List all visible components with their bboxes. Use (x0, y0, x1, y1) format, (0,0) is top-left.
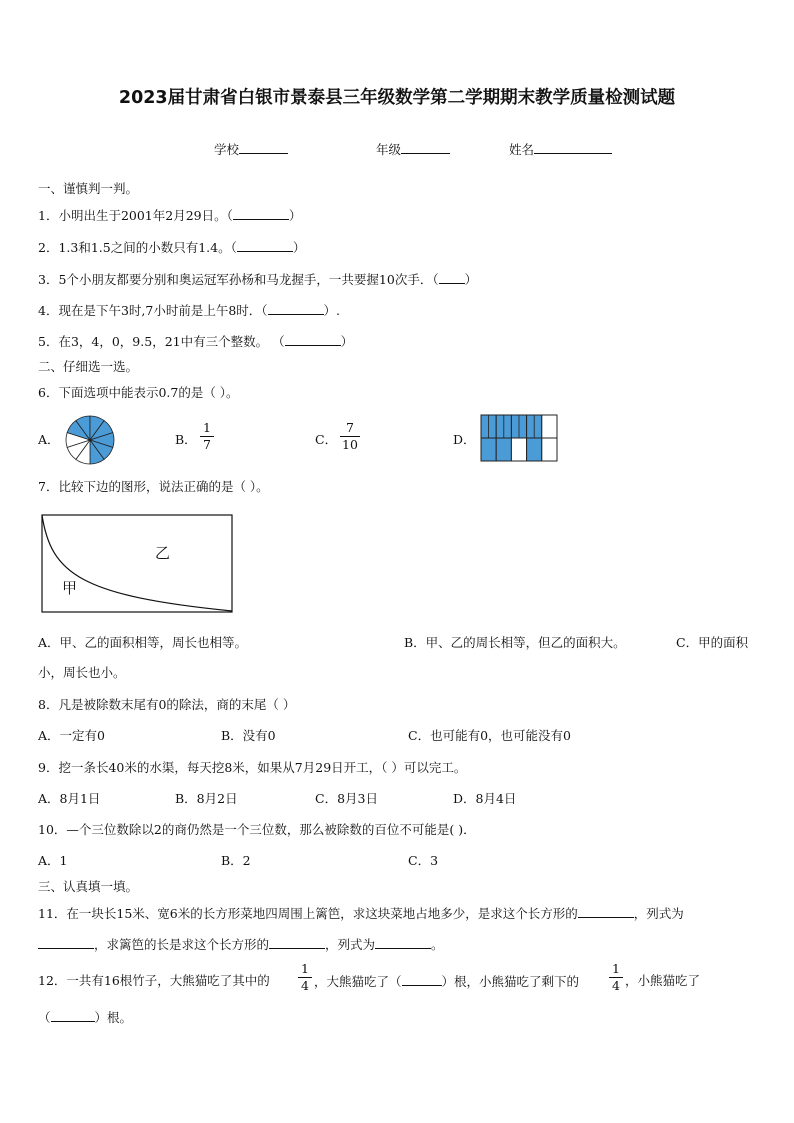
question-11-text-end-2: 。 (431, 937, 444, 952)
fraction-one-seventh (200, 421, 214, 452)
question-12-open: （ (38, 1010, 51, 1025)
fraction-denominator: 4 (612, 978, 620, 993)
grade-label: 年级 (376, 142, 402, 157)
grid-cell (542, 415, 557, 438)
page-title: 2023届甘肃省白银市景泰县三年级数学第二学期期末教学质量检测试题 (118, 88, 676, 108)
question-11-text-end: ，列式为 (633, 906, 684, 921)
answer-blank[interactable] (285, 333, 341, 346)
q7-option-c-continued: 小，周长也小。 (38, 665, 126, 680)
answer-blank[interactable] (51, 1009, 95, 1022)
question-7: 7．比较下边的图形，说法正确的是（ ）。 (38, 479, 269, 494)
q9-option-d[interactable]: D．8月4日 (453, 791, 517, 806)
q6-option-b-label[interactable]: B． (175, 432, 197, 447)
q9-option-c[interactable]: C．8月3日 (315, 791, 378, 806)
q10-option-b[interactable]: B．2 (221, 853, 251, 868)
answer-blank[interactable] (38, 936, 94, 949)
question-3-close: ） (464, 272, 478, 287)
fraction-denominator: 7 (203, 437, 211, 452)
fraction-seven-tenths (340, 421, 360, 452)
grid-cell (481, 438, 496, 461)
question-3 (38, 271, 477, 288)
q8-option-b[interactable]: B．没有0 (221, 728, 276, 743)
answer-blank[interactable] (233, 207, 289, 220)
question-5 (38, 333, 353, 350)
question-4 (38, 302, 340, 319)
question-5-text: 5．在3，4，0，9.5，21中有三个整数。 （ (38, 334, 285, 349)
fraction-one-quarter (298, 962, 312, 993)
question-12-close: ）根。 (94, 1010, 133, 1025)
school-field (214, 141, 288, 158)
fraction-numerator: 1 (203, 420, 211, 435)
name-field (509, 141, 612, 158)
q8-option-c[interactable]: C．也可能有0，也可能没有0 (408, 728, 571, 743)
fraction-denominator: 10 (342, 437, 358, 452)
question-8: 8．凡是被除数末尾有0的除法，商的末尾（ ） (38, 697, 296, 712)
answer-blank[interactable] (439, 271, 465, 284)
question-11-text-2b: ，列式为 (325, 937, 376, 952)
question-1-text: 1．小明出生于2001年2月29日。（ (38, 208, 233, 223)
answer-blank[interactable] (578, 905, 634, 918)
grid-figure-option-d (480, 414, 558, 462)
section-3-heading: 三、认真填一填。 (38, 879, 139, 894)
question-12-text-2: ，大熊猫吃了（ (314, 974, 402, 989)
question-2-text: 2．1.3和1.5之间的小数只有1.4。（ (38, 240, 237, 255)
answer-blank[interactable] (237, 239, 293, 252)
fraction-numerator: 1 (301, 961, 309, 976)
question-12-part-2 (314, 973, 579, 990)
question-4-close: ）. (323, 303, 341, 318)
name-label: 姓名 (509, 142, 535, 157)
grid-cell (527, 438, 542, 461)
grid-cell (542, 438, 557, 461)
q7-option-c[interactable]: C．甲的面积 (676, 635, 749, 650)
question-1 (38, 207, 301, 224)
region-yi-label: 乙 (155, 544, 171, 562)
q9-option-a[interactable]: A．8月1日 (38, 791, 101, 806)
q6-option-c-label[interactable]: C． (315, 432, 338, 447)
question-5-close: ） (340, 334, 354, 349)
question-9: 9．挖一条长40米的水渠，每天挖8米，如果从7月29日开工，（ ）可以完工。 (38, 760, 467, 775)
question-6: 6．下面选项中能表示0.7的是（ ）。 (38, 385, 239, 400)
answer-blank[interactable] (375, 936, 431, 949)
q8-option-a[interactable]: A．一定有0 (38, 728, 105, 743)
fraction-denominator: 4 (301, 978, 309, 993)
question-12-part-4: ，小熊猫吃了 (625, 973, 701, 988)
fraction-one-quarter (609, 962, 623, 993)
area-comparison-figure (41, 514, 235, 614)
question-11-text-2a: ，求篱笆的长是求这个长方形的 (94, 937, 270, 952)
question-11-line-2 (38, 936, 444, 953)
answer-blank[interactable] (402, 973, 442, 986)
question-11-line-1 (38, 905, 684, 922)
question-10: 10．—个三位数除以2的商仍然是一个三位数，那么被除数的百位不可能是( )． (38, 822, 476, 837)
q10-option-c[interactable]: C．3 (408, 853, 439, 868)
question-3-text: 3．5个小朋友都要分别和奥运冠军孙杨和马龙握手，一共要握10次手．（ (38, 272, 439, 287)
q6-option-a-label[interactable]: A． (38, 432, 60, 447)
question-2 (38, 239, 305, 256)
answer-blank[interactable] (268, 302, 324, 315)
question-2-close: ） (292, 240, 306, 255)
q9-option-b[interactable]: B．8月2日 (175, 791, 238, 806)
grid-cell (496, 438, 511, 461)
question-12-part-1: 12．一共有16根竹子，大熊猫吃了其中的 (38, 973, 270, 988)
grade-field (376, 141, 450, 158)
answer-blank[interactable] (269, 936, 325, 949)
question-12-text-3: ）根，小熊猫吃了剩下的 (441, 974, 580, 989)
question-1-close: ） (288, 208, 302, 223)
q7-option-a[interactable]: A．甲、乙的面积相等，周长也相等。 (38, 635, 248, 650)
q10-option-a[interactable]: A．1 (38, 853, 68, 868)
pie-chart-option-a (64, 414, 116, 466)
q7-option-b[interactable]: B．甲、乙的周长相等，但乙的面积大。 (404, 635, 626, 650)
question-4-text: 4．现在是下午3时,7小时前是上午8时．（ (38, 303, 268, 318)
school-label: 学校 (214, 142, 240, 157)
grade-blank[interactable] (401, 141, 450, 154)
grid-cell (511, 438, 526, 461)
region-jia-label: 甲 (62, 579, 78, 597)
section-1-heading: 一、谨慎判一判。 (38, 181, 139, 196)
fraction-numerator: 7 (346, 420, 354, 435)
section-2-heading: 二、仔细选一选。 (38, 359, 139, 374)
q6-option-d-label[interactable]: D． (453, 432, 476, 447)
school-blank[interactable] (239, 141, 288, 154)
fraction-numerator: 1 (612, 961, 620, 976)
question-11-text: 11．在一块长15米、宽6米的长方形菜地四周围上篱笆，求这块菜地占地多少，是求这个长方形的 (38, 906, 578, 921)
question-12-line-2 (38, 1009, 132, 1026)
name-blank[interactable] (534, 141, 612, 154)
